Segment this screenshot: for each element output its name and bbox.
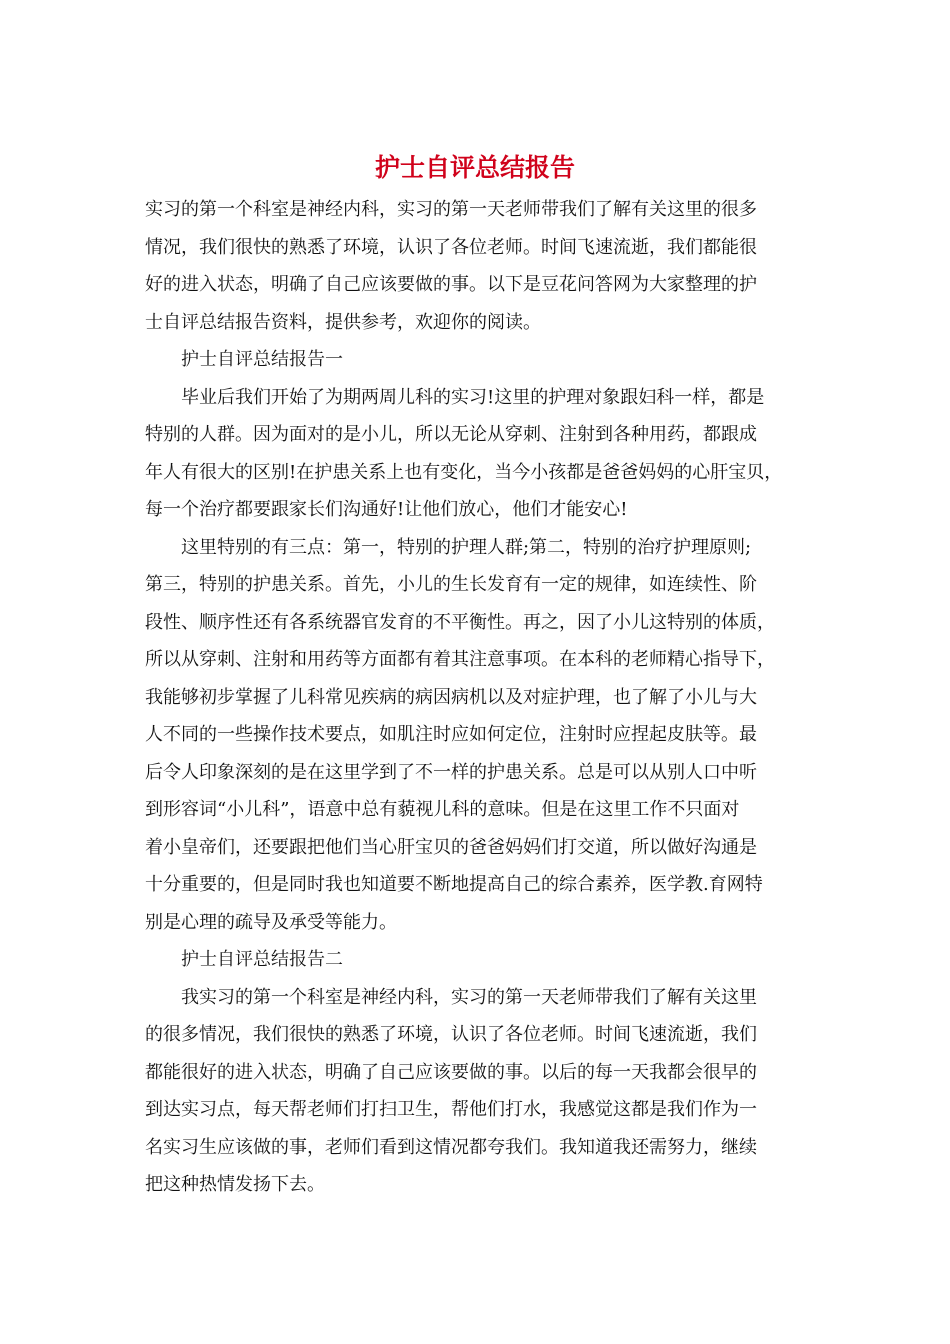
text-line: 好的进入状态，明确了自己应该要做的事。以下是豆花问答网为大家整理的护 — [145, 274, 757, 295]
document-title: 护士自评总结报告 — [374, 153, 575, 182]
text-line: 毕业后我们开始了为期两周儿科的实习!这里的护理对象跟妇科一样，都是 — [181, 386, 765, 408]
text-line: 第三，特别的护患关系。首先，小儿的生长发育有一定的规律，如连续性、阶 — [145, 574, 757, 595]
text-line: 到形容词“小儿科”，语意中总有藐视儿科的意味。但是在这里工作不只面对 — [145, 799, 740, 820]
text-line: 的很多情况，我们很快的熟悉了环境，认识了各位老师。时间飞速流逝，我们 — [145, 1024, 757, 1045]
text-line: 所以从穿刺、注射和用药等方面都有着其注意事项。在本科的老师精心指导下， — [145, 649, 775, 670]
text-line: 士自评总结报告资料，提供参考，欢迎你的阅读。 — [145, 311, 541, 333]
text-line: 这里特别的有三点：第一，特别的护理人群;第二，特别的治疗护理原则; — [181, 536, 752, 558]
text-line: 十分重要的，但是同时我也知道要不断地提高自己的综合素养，医学教.育网特 — [145, 874, 763, 895]
text-line: 着小皇帝们，还要跟把他们当心肝宝贝的爸爸妈妈们打交道，所以做好沟通是 — [145, 836, 757, 858]
document-body — [145, 191, 815, 1204]
text-line: 把这种热情发扬下去。 — [145, 1174, 325, 1195]
text-line: 护士自评总结报告一 — [181, 349, 343, 370]
text-line: 我实习的第一个科室是神经内科，实习的第一天老师带我们了解有关这里 — [181, 986, 757, 1008]
text-line: 别是心理的疏导及承受等能力。 — [145, 911, 397, 933]
text-line: 后令人印象深刻的是在这里学到了不一样的护患关系。总是可以从别人口中听 — [145, 761, 757, 783]
text-line: 年人有很大的区别!在护患关系上也有变化，当今小孩都是爸爸妈妈的心肝宝贝， — [145, 461, 783, 483]
text-line: 段性、顺序性还有各系统器官发育的不平衡性。再之，因了小儿这特别的体质， — [145, 611, 775, 633]
text-line: 每一个治疗都要跟家长们沟通好!让他们放心，他们才能安心! — [145, 499, 628, 520]
text-line: 人不同的一些操作技术要点，如肌注时应如何定位，注射时应捏起皮肤等。最 — [145, 724, 757, 745]
text-line: 护士自评总结报告二 — [181, 949, 343, 970]
text-line: 情况，我们很快的熟悉了环境，认识了各位老师。时间飞速流逝，我们都能很 — [145, 236, 757, 258]
text-line: 都能很好的进入状态，明确了自己应该要做的事。以后的每一天我都会很早的 — [145, 1061, 757, 1083]
text-line: 实习的第一个科室是神经内科，实习的第一天老师带我们了解有关这里的很多 — [145, 199, 757, 220]
text-line: 到达实习点，每天帮老师们打扫卫生，帮他们打水，我感觉这都是我们作为一 — [145, 1099, 757, 1120]
text-line: 名实习生应该做的事，老师们看到这情况都夸我们。我知道我还需努力，继续 — [145, 1136, 757, 1158]
text-line: 我能够初步掌握了儿科常见疾病的病因病机以及对症护理，也了解了小儿与大 — [145, 686, 757, 708]
text-line: 特别的人群。因为面对的是小儿，所以无论从穿刺、注射到各种用药，都跟成 — [145, 424, 757, 445]
